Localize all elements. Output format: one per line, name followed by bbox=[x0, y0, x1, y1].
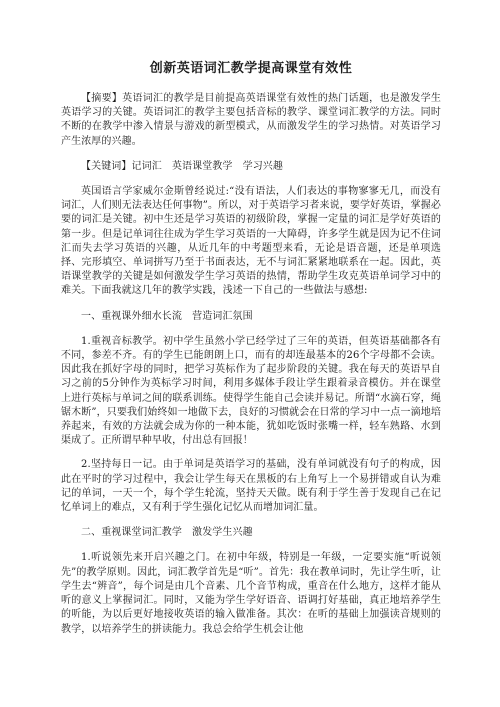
section-2-heading: 二、重视课堂词汇教学 激发学生兴趣 bbox=[81, 527, 253, 539]
document-title: 创新英语词汇教学提高课堂有效性 bbox=[149, 61, 353, 76]
intro-paragraph: 英国语言学家威尔金斯曾经说过:“没有语法，人们表达的事物寥寥无几，而没有词汇，人们则无法表达任何事物”。所以，对于英语学习者来说，要学好英语，掌握必要的词汇是关键。初中生还是学习英语的初级阶段，掌握一定量的词汇是学好英语的第一步。但是记单词往往成为学生学习英语的一大障碍，许多学生就是因为记不住词汇而失去学习英语的兴趣，从近几年的中考题型来看，无论是语音题，还是单项选择、完形填空、单词拼写乃至于书面表达，无不与词汇紧紧地联系在一起。因此，英语课堂教学的关键是如何激发学生学习英语的热情，帮助学生攻克英语单词学习中的难关。下面我就这几年的教学实践，浅述一下自己的一些做法与感想: bbox=[61, 186, 441, 297]
document-page bbox=[61, 60, 441, 637]
keywords-line: 【关键词】记词汇 英语课堂教学 学习兴趣 bbox=[81, 160, 283, 172]
abstract-paragraph: 【摘要】英语词汇的教学是目前提高英语课堂有效性的热门话题，也是激发学生英语学习的关键。英语词汇的教学主要包括音标的教学、课堂词汇教学的方法。同时不断的在教学中渗入情景与游戏的新型模式，从而激发学生的学习热情。对英语学习产生浓厚的兴趣。 bbox=[61, 93, 441, 147]
section-1-paragraph-2: 2.坚持每日一记。由于单词是英语学习的基础，没有单词就没有句子的构成，因此在平时的学习过程中，我会让学生每天在黑板的右上角写上一个易拼错或自认为难记的单词，一天一个，每个学生轮流，坚持天天做。既有利于学生善于发现自己在记忆单词上的难点，又有利于学生强化记忆从而增加词汇量。 bbox=[61, 459, 441, 514]
section-2-paragraph-1: 1.听说领先来开启兴趣之门。在初中年级，特别是一年级，一定要实施“听说领先”的教学原则。因此，词汇教学首先是“听”。首先：我在教单词时，先让学生听，让学生去“辨音”，每个词是由几个音素、几个音节构成，重音在什么地方，这样才能从听的意义上掌握词汇。同时，又能为学生学好语音、语调打好基础，真正地培养学生的听能，为以后更好地接收英语的输入做准备。其次：在听的基础上加强读音规则的教学，以培养学生的拼读能力。我总会给学生机会让他 bbox=[61, 552, 441, 635]
section-1-paragraph-1: 1.重视音标教学。初中学生虽然小学已经学过了三年的英语，但英语基础都各有不同，参差不齐。有的学生已能朗朗上口，而有的却连最基本的26个字母都不会读。因此我在抓好字母的同时，把学习英标作为了起步阶段的关键。我在每天的英语早自习之前的5分钟作为英标学习时间，利用多媒体手段让学生跟着录音模仿。并在课堂上进行英标与单词之间的联系训练。使得学生能自己会读并易记。所谓“水滴石穿，绳锯木断”，只要我们始终如一地做下去，良好的习惯就会在日常的学习中一点一滴地培养起来，有效的方法就会成为你的一种本能，犹如吃饭时张嘴一样，轻车熟路、水到渠成了。正所谓早种早收，付出总有回报！ bbox=[61, 335, 441, 447]
section-1-heading: 一、重视课外细水长流 营造词汇氛围 bbox=[81, 310, 253, 322]
